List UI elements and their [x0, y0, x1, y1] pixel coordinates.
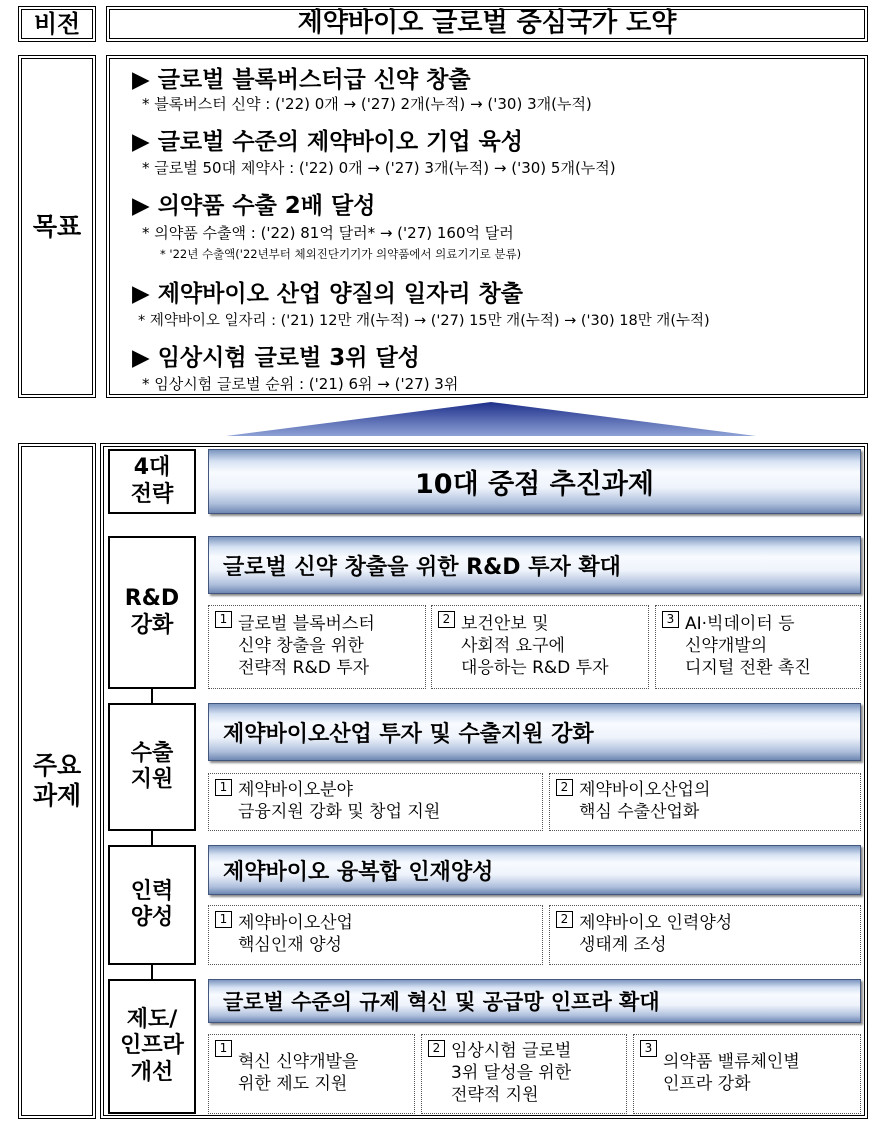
connector-line: [151, 965, 153, 979]
task-text: 제약바이오산업 핵심인재 양성: [238, 913, 353, 955]
goal-title: ▶ 임상시험 글로벌 3위 달성: [132, 345, 420, 371]
task-item: [633, 1034, 861, 1114]
task-item: [208, 1034, 415, 1114]
goal-title: ▶ 글로벌 수준의 제약바이오 기업 육성: [132, 129, 523, 155]
tasks-header-banner: 10대 중점 추진과제: [208, 449, 861, 514]
strategy-talent: 인력 양성: [108, 845, 196, 965]
strategy-banner-export: 제약바이오산업 투자 및 수출지원 강화: [208, 703, 861, 761]
goals-box: [106, 55, 868, 398]
task-item: [655, 605, 861, 689]
task-text: 보건안보 및 사회적 요구에 대응하는 R&D 투자: [461, 614, 609, 678]
task-number: 2: [438, 611, 455, 628]
strategy-export: 수출 지원: [108, 703, 196, 831]
goal-title: ▶ 의약품 수출 2배 달성: [132, 193, 376, 219]
task-item: [421, 1034, 627, 1114]
task-number: 3: [640, 1040, 657, 1057]
task-item: [208, 605, 426, 689]
task-text: 글로벌 블록버스터 신약 창출을 위한 전략적 R&D 투자: [238, 614, 375, 678]
task-text: 혁신 신약개발을 위한 제도 지원: [238, 1052, 359, 1094]
strategy-infra: 제도/ 인프라 개선: [108, 979, 196, 1114]
task-number: 1: [215, 611, 232, 628]
goal-detail: * 의약품 수출액 : ('22) 81억 달러* → ('27) 160억 달러: [142, 224, 514, 242]
task-number: 1: [215, 911, 232, 928]
task-number: 1: [215, 779, 232, 796]
connector-line: [151, 689, 153, 703]
task-text: 임상시험 글로벌 3위 달성을 위한 전략적 지원: [451, 1041, 572, 1105]
task-text: AI·빅데이터 등 신약개발의 디지털 전환 촉진: [685, 614, 811, 678]
task-text: 제약바이오 인력양성 생태계 조성: [579, 913, 733, 955]
task-text: 제약바이오분야 금융지원 강화 및 창업 지원: [238, 780, 441, 822]
task-number: 1: [215, 1040, 232, 1057]
strategy-rnd: R&D 강화: [108, 536, 196, 689]
up-arrow-icon: [106, 398, 868, 438]
task-number: 3: [662, 611, 679, 628]
task-number: 2: [428, 1040, 445, 1057]
task-item: [431, 605, 649, 689]
task-text: 제약바이오산업의 핵심 수출산업화: [579, 780, 711, 822]
goal-title: ▶ 글로벌 블록버스터급 신약 창출: [132, 67, 471, 93]
strategy-header: 4대 전략: [108, 449, 196, 514]
goal-detail: * 글로벌 50대 제약사 : ('22) 0개 → ('27) 3개(누적) → ('30) 5개(누적): [142, 159, 616, 177]
vision-title: 제약바이오 글로벌 중심국가 도약: [106, 6, 868, 42]
strategy-banner-rnd: 글로벌 신약 창출을 위한 R&D 투자 확대: [208, 536, 861, 594]
task-number: 2: [556, 911, 573, 928]
task-item: [549, 773, 861, 831]
vision-label: 비전: [18, 6, 96, 42]
goal-note: * '22년 수출액('22년부터 체외진단기기가 의약품에서 의료기기로 분류): [160, 247, 522, 261]
goal-detail: * 블록버스터 신약 : ('22) 0개 → ('27) 2개(누적) → ('30) 3개(누적): [142, 95, 592, 113]
tasks-label: 주요 과제: [18, 443, 96, 1119]
strategy-banner-infra: 글로벌 수준의 규제 혁신 및 공급망 인프라 확대: [208, 979, 861, 1023]
task-item: [549, 905, 861, 965]
task-text: 의약품 밸류체인별 인프라 강화: [663, 1052, 800, 1094]
goals-label: 목표: [18, 55, 96, 398]
connector-line: [151, 831, 153, 845]
task-item: [208, 773, 543, 831]
goal-title: ▶ 제약바이오 산업 양질의 일자리 창출: [132, 281, 523, 307]
strategy-banner-talent: 제약바이오 융복합 인재양성: [208, 845, 861, 895]
goal-detail: * 제약바이오 일자리 : ('21) 12만 개(누적) → ('27) 15만 개(누적) → ('30) 18만 개(누적): [138, 313, 710, 329]
goal-detail: * 임상시험 글로벌 순위 : ('21) 6위 → ('27) 3위: [142, 375, 459, 393]
task-item: [208, 905, 543, 965]
task-number: 2: [556, 779, 573, 796]
